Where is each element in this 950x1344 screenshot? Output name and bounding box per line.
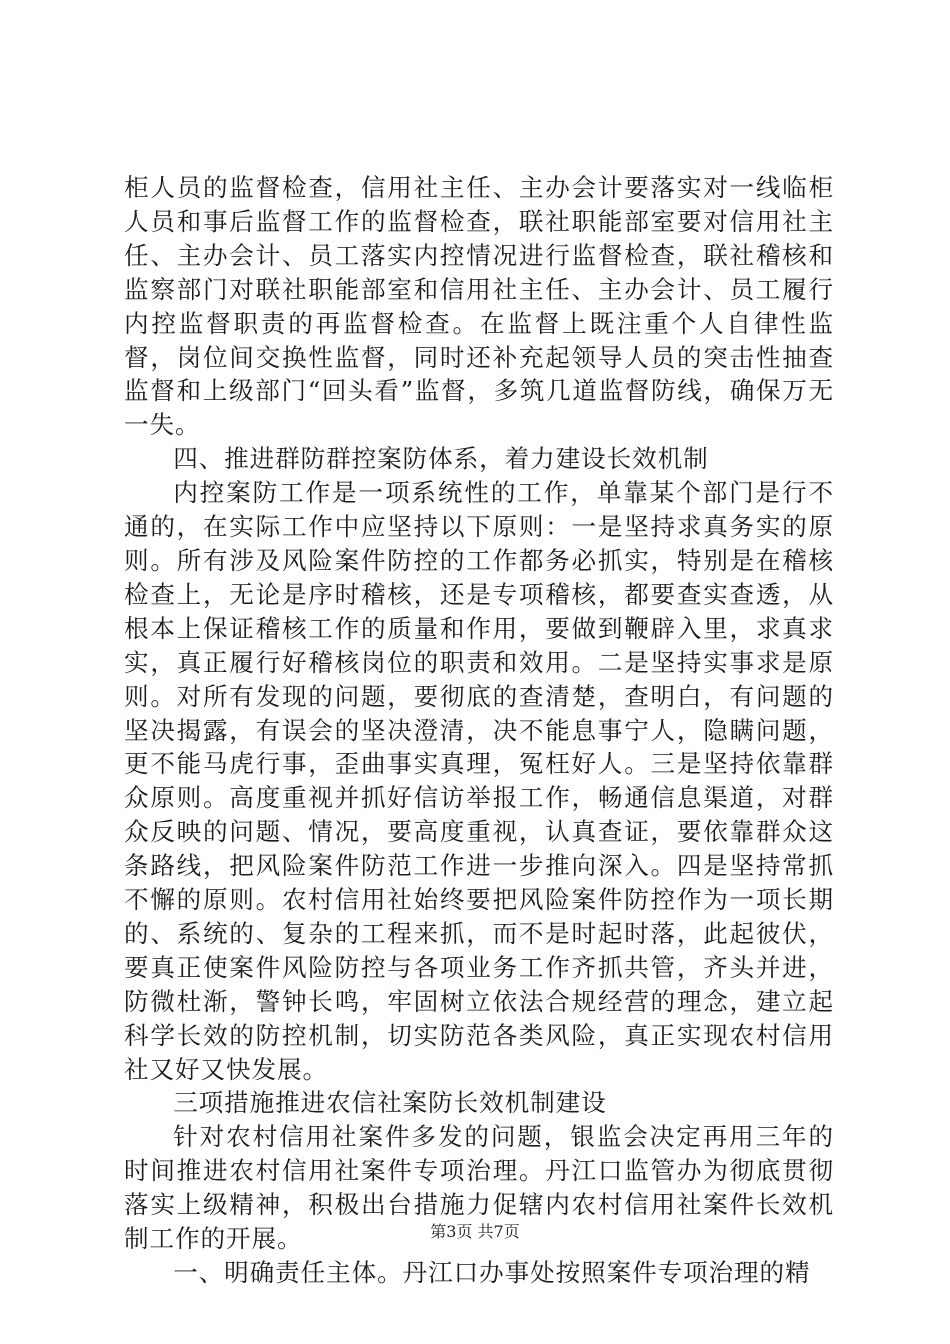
page-number: 第3页 共7页 xyxy=(430,1222,520,1241)
paragraph-principles: 内控案防工作是一项系统性的工作，单靠某个部门是行不通的，在实际工作中应坚持以下原则：一是坚持求真务实的原则。所有涉及风险案件防控的工作都务必抓实，特别是在稽核检查上，无论是序时稽核，还是专项稽核，都要查实查透，从根本上保证稽核工作的质量和作用，要做到鞭辟入里，求真求实，真正履行好稽核岗位的职责和效用。二是坚持实事求是原则。对所有发现的问题，要彻底的查清楚，查明白，有问题的坚决揭露，有误会的坚决澄清，决不能息事宁人，隐瞒问题，更不能马虎行事，歪曲事实真理，冤枉好人。三是坚持依靠群众原则。高度重视并抓好信访举报工作，畅通信息渠道，对群众反映的问题、情况，要高度重视，认真查证，要依靠群众这条路线，把风险案件防范工作进一步推向深入。四是坚持常抓不懈的原则。农村信用社始终要把风险案件防控作为一项长期的、系统的、复杂的工程来抓，而不是时起时落，此起彼伏，要真正使案件风险防控与各项业务工作齐抓共管，齐头并进，防微杜渐，警钟长鸣，牢固树立依法合规经营的理念，建立起科学长效的防控机制，切实防范各类风险，真正实现农村信用社又好又快发展。 xyxy=(124,478,834,1084)
paragraph-continuation: 柜人员的监督检查，信用社主任、主办会计要落实对一线临柜人员和事后监督工作的监督检查，联社职能部室要对信用社主任、主办会计、员工落实内控情况进行监督检查，联社稽核和监察部门对联社职能部室和信用社主任、主办会计、员工履行内控监督职责的再监督检查。在监督上既注重个人自律性监督，岗位间交换性监督，同时还补充起领导人员的突击性抽查监督和上级部门“回头看”监督，多筑几道监督防线，确保万无一失。 xyxy=(124,173,834,440)
section-heading-four: 四、推进群防群控案防体系，着力建设长效机制 xyxy=(173,444,709,474)
paragraph-intro: 针对农村信用社案件多发的问题，银监会决定再用三年的时间推进农村信用社案件专项治理。丹江口监管办为彻底贯彻落实上级精神，积极出台措施力促辖内农村信用社案件长效机制工作的开展。 xyxy=(124,1122,834,1254)
document-body xyxy=(124,171,834,1290)
article-title: 三项措施推进农信社案防长效机制建设 xyxy=(173,1088,607,1118)
paragraph-measure-one: 一、明确责任主体。丹江口办事处按照案件专项治理的精 xyxy=(173,1258,811,1287)
